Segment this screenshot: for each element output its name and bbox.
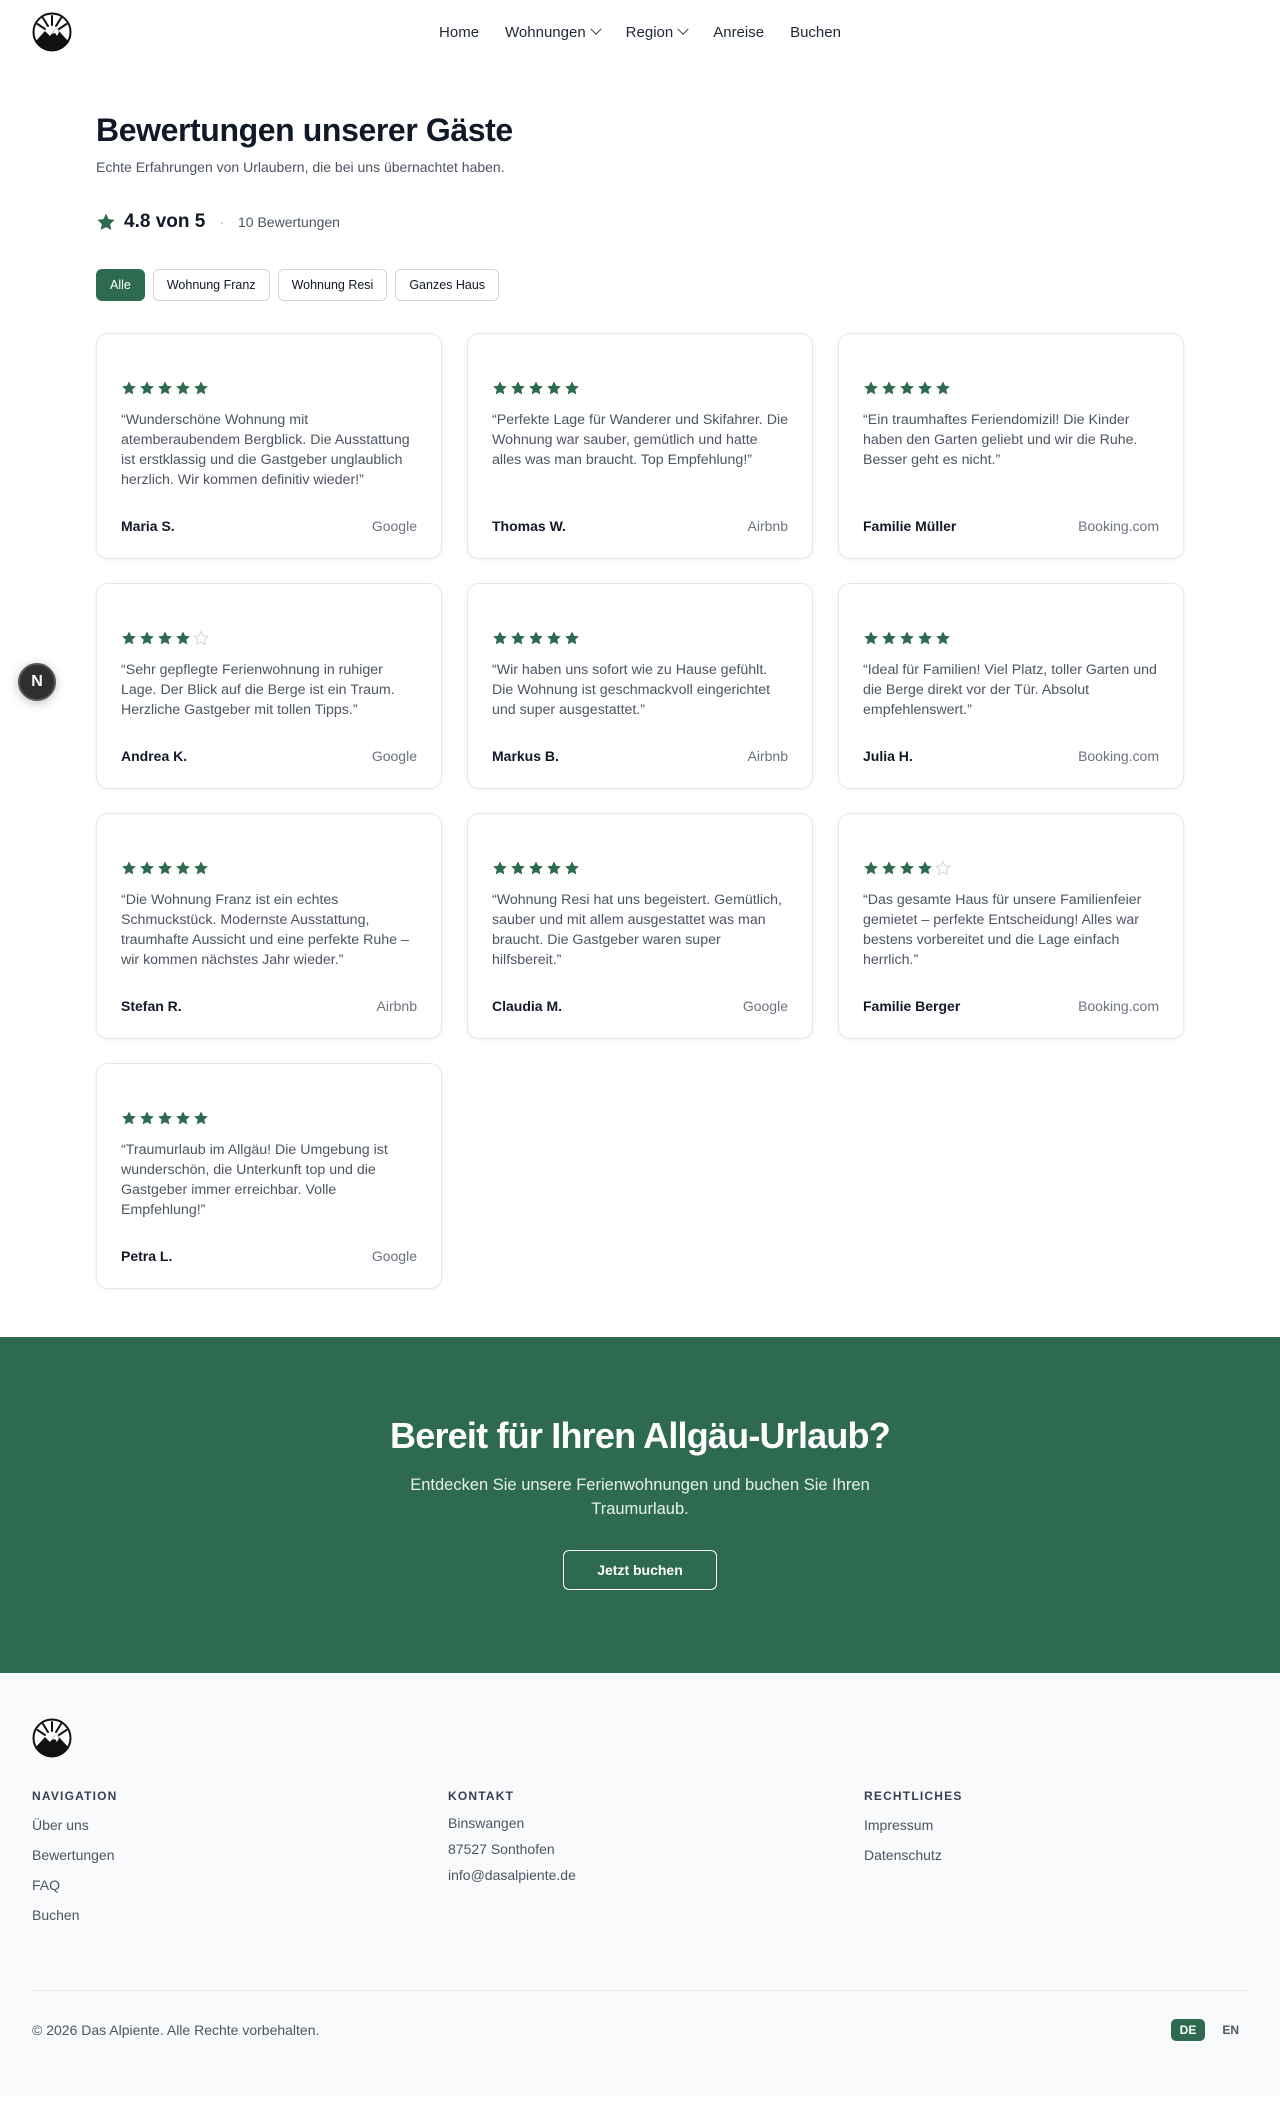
- star-filled-icon: [492, 860, 508, 876]
- review-author: Claudia M.: [492, 998, 563, 1014]
- review-text: “Wir haben uns sofort wie zu Hause gefühlt. Die Wohnung ist geschmackvoll eingerichtet und super ausgestattet.”: [492, 662, 771, 718]
- nav-item-label: Region: [625, 23, 674, 41]
- star-filled-icon: [157, 380, 173, 396]
- review-footer: [863, 998, 1159, 1014]
- footer-heading: NAVIGATION: [32, 1789, 118, 1803]
- star-rating: [863, 630, 1159, 646]
- footer-column-kontakt: [448, 1789, 864, 1923]
- star-filled-icon: [139, 630, 155, 646]
- review-source: Google: [371, 748, 417, 764]
- footer-heading: KONTAKT: [448, 1789, 515, 1803]
- star-icon: [96, 212, 116, 232]
- nav-item-buchen[interactable]: [790, 24, 841, 41]
- review-author: Julia H.: [863, 748, 913, 764]
- review-card: [467, 583, 813, 789]
- star-filled-icon: [935, 630, 951, 646]
- star-rating: [121, 860, 417, 876]
- review-card: [96, 583, 442, 789]
- review-author: Familie Müller: [863, 518, 957, 534]
- nav-item-anreise[interactable]: [713, 24, 764, 41]
- nav-item-wohnungen[interactable]: [505, 24, 600, 41]
- review-source: Booking.com: [1078, 748, 1159, 764]
- language-switcher: [1171, 2019, 1248, 2041]
- star-filled-icon: [157, 630, 173, 646]
- star-rating: [121, 1110, 417, 1126]
- star-rating: [863, 380, 1159, 396]
- nav-item-label: Home: [439, 23, 480, 41]
- cta-section: [0, 1337, 1280, 1673]
- review-footer: [492, 518, 788, 534]
- review-footer: [121, 748, 417, 764]
- mountain-logo-icon[interactable]: [32, 12, 72, 52]
- footer-link: 87527 Sonthofen: [448, 1841, 555, 1857]
- main-menu: [439, 24, 841, 41]
- review-card: [838, 813, 1184, 1039]
- star-filled-icon: [193, 860, 209, 876]
- review-source: Google: [371, 1248, 417, 1264]
- review-author: Familie Berger: [863, 998, 961, 1014]
- filter-chip-wohnung-franz[interactable]: Wohnung Franz: [153, 269, 270, 301]
- top-navigation: [0, 0, 1280, 64]
- star-filled-icon: [139, 1110, 155, 1126]
- nav-item-label: Anreise: [713, 23, 765, 41]
- star-filled-icon: [175, 1110, 191, 1126]
- star-filled-icon: [564, 630, 580, 646]
- filter-chip-ganzes-haus[interactable]: Ganzes Haus: [395, 269, 499, 301]
- star-filled-icon: [899, 630, 915, 646]
- rating-summary: [96, 211, 1184, 233]
- star-filled-icon: [546, 860, 562, 876]
- nav-item-label: Buchen: [790, 23, 841, 41]
- filter-chip-alle[interactable]: Alle: [96, 269, 145, 301]
- review-author: Stefan R.: [121, 998, 182, 1014]
- filter-chips: [96, 269, 1184, 301]
- star-rating: [121, 380, 417, 396]
- language-de[interactable]: DE: [1171, 2019, 1206, 2041]
- star-filled-icon: [863, 380, 879, 396]
- review-footer: [492, 998, 788, 1014]
- review-card: [96, 813, 442, 1039]
- footer-link[interactable]: Impressum: [864, 1817, 934, 1833]
- star-filled-icon: [193, 1110, 209, 1126]
- footer-link[interactable]: Datenschutz: [864, 1847, 942, 1863]
- star-filled-icon: [528, 630, 544, 646]
- review-footer: [121, 518, 417, 534]
- star-filled-icon: [193, 380, 209, 396]
- review-footer: [492, 748, 788, 764]
- star-filled-icon: [121, 1110, 137, 1126]
- review-source: Google: [742, 998, 788, 1014]
- review-text: “Wohnung Resi hat uns begeistert. Gemütlich, sauber und mit allem ausgestattet was man braucht. Die Gastgeber waren super hilfsbereit.”: [492, 892, 782, 968]
- footer-link[interactable]: FAQ: [32, 1877, 61, 1893]
- review-author: Maria S.: [121, 518, 175, 534]
- star-filled-icon: [492, 630, 508, 646]
- footer-link[interactable]: Buchen: [32, 1907, 80, 1923]
- floating-n-badge[interactable]: [18, 663, 56, 701]
- review-footer: [121, 1248, 417, 1264]
- review-text: “Die Wohnung Franz ist ein echtes Schmuckstück. Modernste Ausstattung, traumhafte Aussicht und eine perfekte Ruhe – wir kommen nächstes Jahr wieder.”: [121, 892, 409, 968]
- chevron-down-icon: [678, 24, 689, 35]
- star-filled-icon: [121, 860, 137, 876]
- review-card: [838, 583, 1184, 789]
- footer-column-navigation: [32, 1789, 448, 1923]
- star-filled-icon: [528, 860, 544, 876]
- star-filled-icon: [899, 380, 915, 396]
- star-filled-icon: [917, 630, 933, 646]
- star-filled-icon: [935, 380, 951, 396]
- star-empty-icon: [935, 860, 951, 876]
- star-filled-icon: [139, 380, 155, 396]
- review-card: [467, 813, 813, 1039]
- copyright: © 2026 Das Alpiente. Alle Rechte vorbehalten.: [32, 2022, 320, 2038]
- star-rating: [492, 630, 788, 646]
- star-filled-icon: [881, 860, 897, 876]
- footer-link: Binswangen: [448, 1815, 525, 1831]
- review-card: [467, 333, 813, 559]
- star-filled-icon: [175, 380, 191, 396]
- review-footer: [121, 998, 417, 1014]
- star-filled-icon: [564, 860, 580, 876]
- review-author: Markus B.: [492, 748, 559, 764]
- review-source: Booking.com: [1078, 518, 1159, 534]
- nav-item-home[interactable]: [439, 24, 479, 41]
- review-text: “Das gesamte Haus für unsere Familienfeier gemietet – perfekte Entscheidung! Alles war bestens vorbereitet und die Lage einfach herrlich.”: [863, 892, 1142, 968]
- book-now-button[interactable]: Jetzt buchen: [563, 1550, 717, 1590]
- page-title: Bewertungen unserer Gäste: [96, 112, 513, 148]
- page-subtitle: Echte Erfahrungen von Urlaubern, die bei uns übernachtet haben.: [96, 159, 505, 175]
- star-rating: [492, 860, 788, 876]
- footer-column-rechtliches: [864, 1789, 1248, 1923]
- rating-score: 4.8 von 5: [124, 211, 206, 232]
- footer-links: [864, 1817, 1248, 1863]
- chevron-down-icon: [590, 24, 601, 35]
- star-rating: [492, 380, 788, 396]
- star-empty-icon: [193, 630, 209, 646]
- language-en[interactable]: EN: [1222, 2023, 1239, 2037]
- star-filled-icon: [881, 380, 897, 396]
- star-filled-icon: [564, 380, 580, 396]
- star-filled-icon: [899, 860, 915, 876]
- floating-badge-label: N: [31, 673, 43, 690]
- review-source: Airbnb: [747, 518, 788, 534]
- review-text: “Wunderschöne Wohnung mit atemberaubendem Bergblick. Die Ausstattung ist erstklassig und die Gastgeber unglaublich herzlich. Wir kommen definitiv wieder!”: [121, 412, 410, 488]
- review-author: Petra L.: [121, 1248, 173, 1264]
- footer: [0, 1673, 1280, 2096]
- star-filled-icon: [510, 860, 526, 876]
- reviews-grid: [96, 333, 1184, 1289]
- star-filled-icon: [157, 860, 173, 876]
- review-text: “Sehr gepflegte Ferienwohnung in ruhiger Lage. Der Blick auf die Berge ist ein Traum. Herzliche Gastgeber mit tollen Tipps.”: [121, 662, 395, 718]
- star-filled-icon: [121, 630, 137, 646]
- star-filled-icon: [917, 860, 933, 876]
- rating-count: 10 Bewertungen: [238, 214, 340, 230]
- star-filled-icon: [492, 380, 508, 396]
- review-source: Airbnb: [747, 748, 788, 764]
- star-filled-icon: [157, 1110, 173, 1126]
- nav-item-label: Wohnungen: [505, 23, 586, 41]
- review-author: Andrea K.: [121, 748, 188, 764]
- review-card: [96, 333, 442, 559]
- footer-link[interactable]: Über uns: [32, 1817, 89, 1833]
- rating-separator: ·: [219, 214, 224, 230]
- review-text: “Ideal für Familien! Viel Platz, toller Garten und die Berge direkt vor der Tür. Absolut empfehlenswert.”: [863, 662, 1157, 718]
- footer-columns: [32, 1789, 1248, 1923]
- star-filled-icon: [863, 860, 879, 876]
- review-footer: [863, 748, 1159, 764]
- footer-heading: RECHTLICHES: [864, 1789, 963, 1803]
- footer-links: [32, 1817, 448, 1923]
- review-source: Booking.com: [1078, 998, 1159, 1014]
- star-filled-icon: [175, 860, 191, 876]
- footer-link[interactable]: Bewertungen: [32, 1847, 115, 1863]
- nav-item-region[interactable]: [626, 24, 688, 41]
- star-filled-icon: [863, 630, 879, 646]
- footer-links: [448, 1815, 864, 1883]
- star-filled-icon: [917, 380, 933, 396]
- star-filled-icon: [528, 380, 544, 396]
- reviews-section: [96, 64, 1184, 1289]
- review-card: [838, 333, 1184, 559]
- star-rating: [121, 630, 417, 646]
- footer-bottom: [32, 1990, 1248, 2041]
- star-rating: [863, 860, 1159, 876]
- star-filled-icon: [546, 380, 562, 396]
- review-text: “Perfekte Lage für Wanderer und Skifahrer. Die Wohnung war sauber, gemütlich und hatte alles was man braucht. Top Empfehlung!”: [492, 412, 788, 468]
- star-filled-icon: [881, 630, 897, 646]
- review-footer: [863, 518, 1159, 534]
- review-text: “Ein traumhaftes Feriendomizil! Die Kinder haben den Garten geliebt und wir die Ruhe. Besser geht es nicht.”: [863, 412, 1138, 468]
- star-filled-icon: [546, 630, 562, 646]
- star-filled-icon: [121, 380, 137, 396]
- star-filled-icon: [175, 630, 191, 646]
- cta-text: Entdecken Sie unsere Ferienwohnungen und buchen Sie Ihren Traumurlaub.: [410, 1476, 870, 1518]
- footer-link[interactable]: info@dasalpiente.de: [448, 1867, 576, 1883]
- review-author: Thomas W.: [492, 518, 566, 534]
- filter-chip-wohnung-resi[interactable]: Wohnung Resi: [278, 269, 388, 301]
- review-source: Airbnb: [376, 998, 417, 1014]
- star-filled-icon: [510, 380, 526, 396]
- star-filled-icon: [139, 860, 155, 876]
- cta-title: Bereit für Ihren Allgäu-Urlaub?: [390, 1415, 890, 1456]
- mountain-logo-icon[interactable]: [32, 1718, 72, 1758]
- review-card: [96, 1063, 442, 1289]
- review-source: Google: [371, 518, 417, 534]
- star-filled-icon: [510, 630, 526, 646]
- review-text: “Traumurlaub im Allgäu! Die Umgebung ist wunderschön, die Unterkunft top und die Gastgeber immer erreichbar. Volle Empfehlung!”: [121, 1142, 388, 1218]
